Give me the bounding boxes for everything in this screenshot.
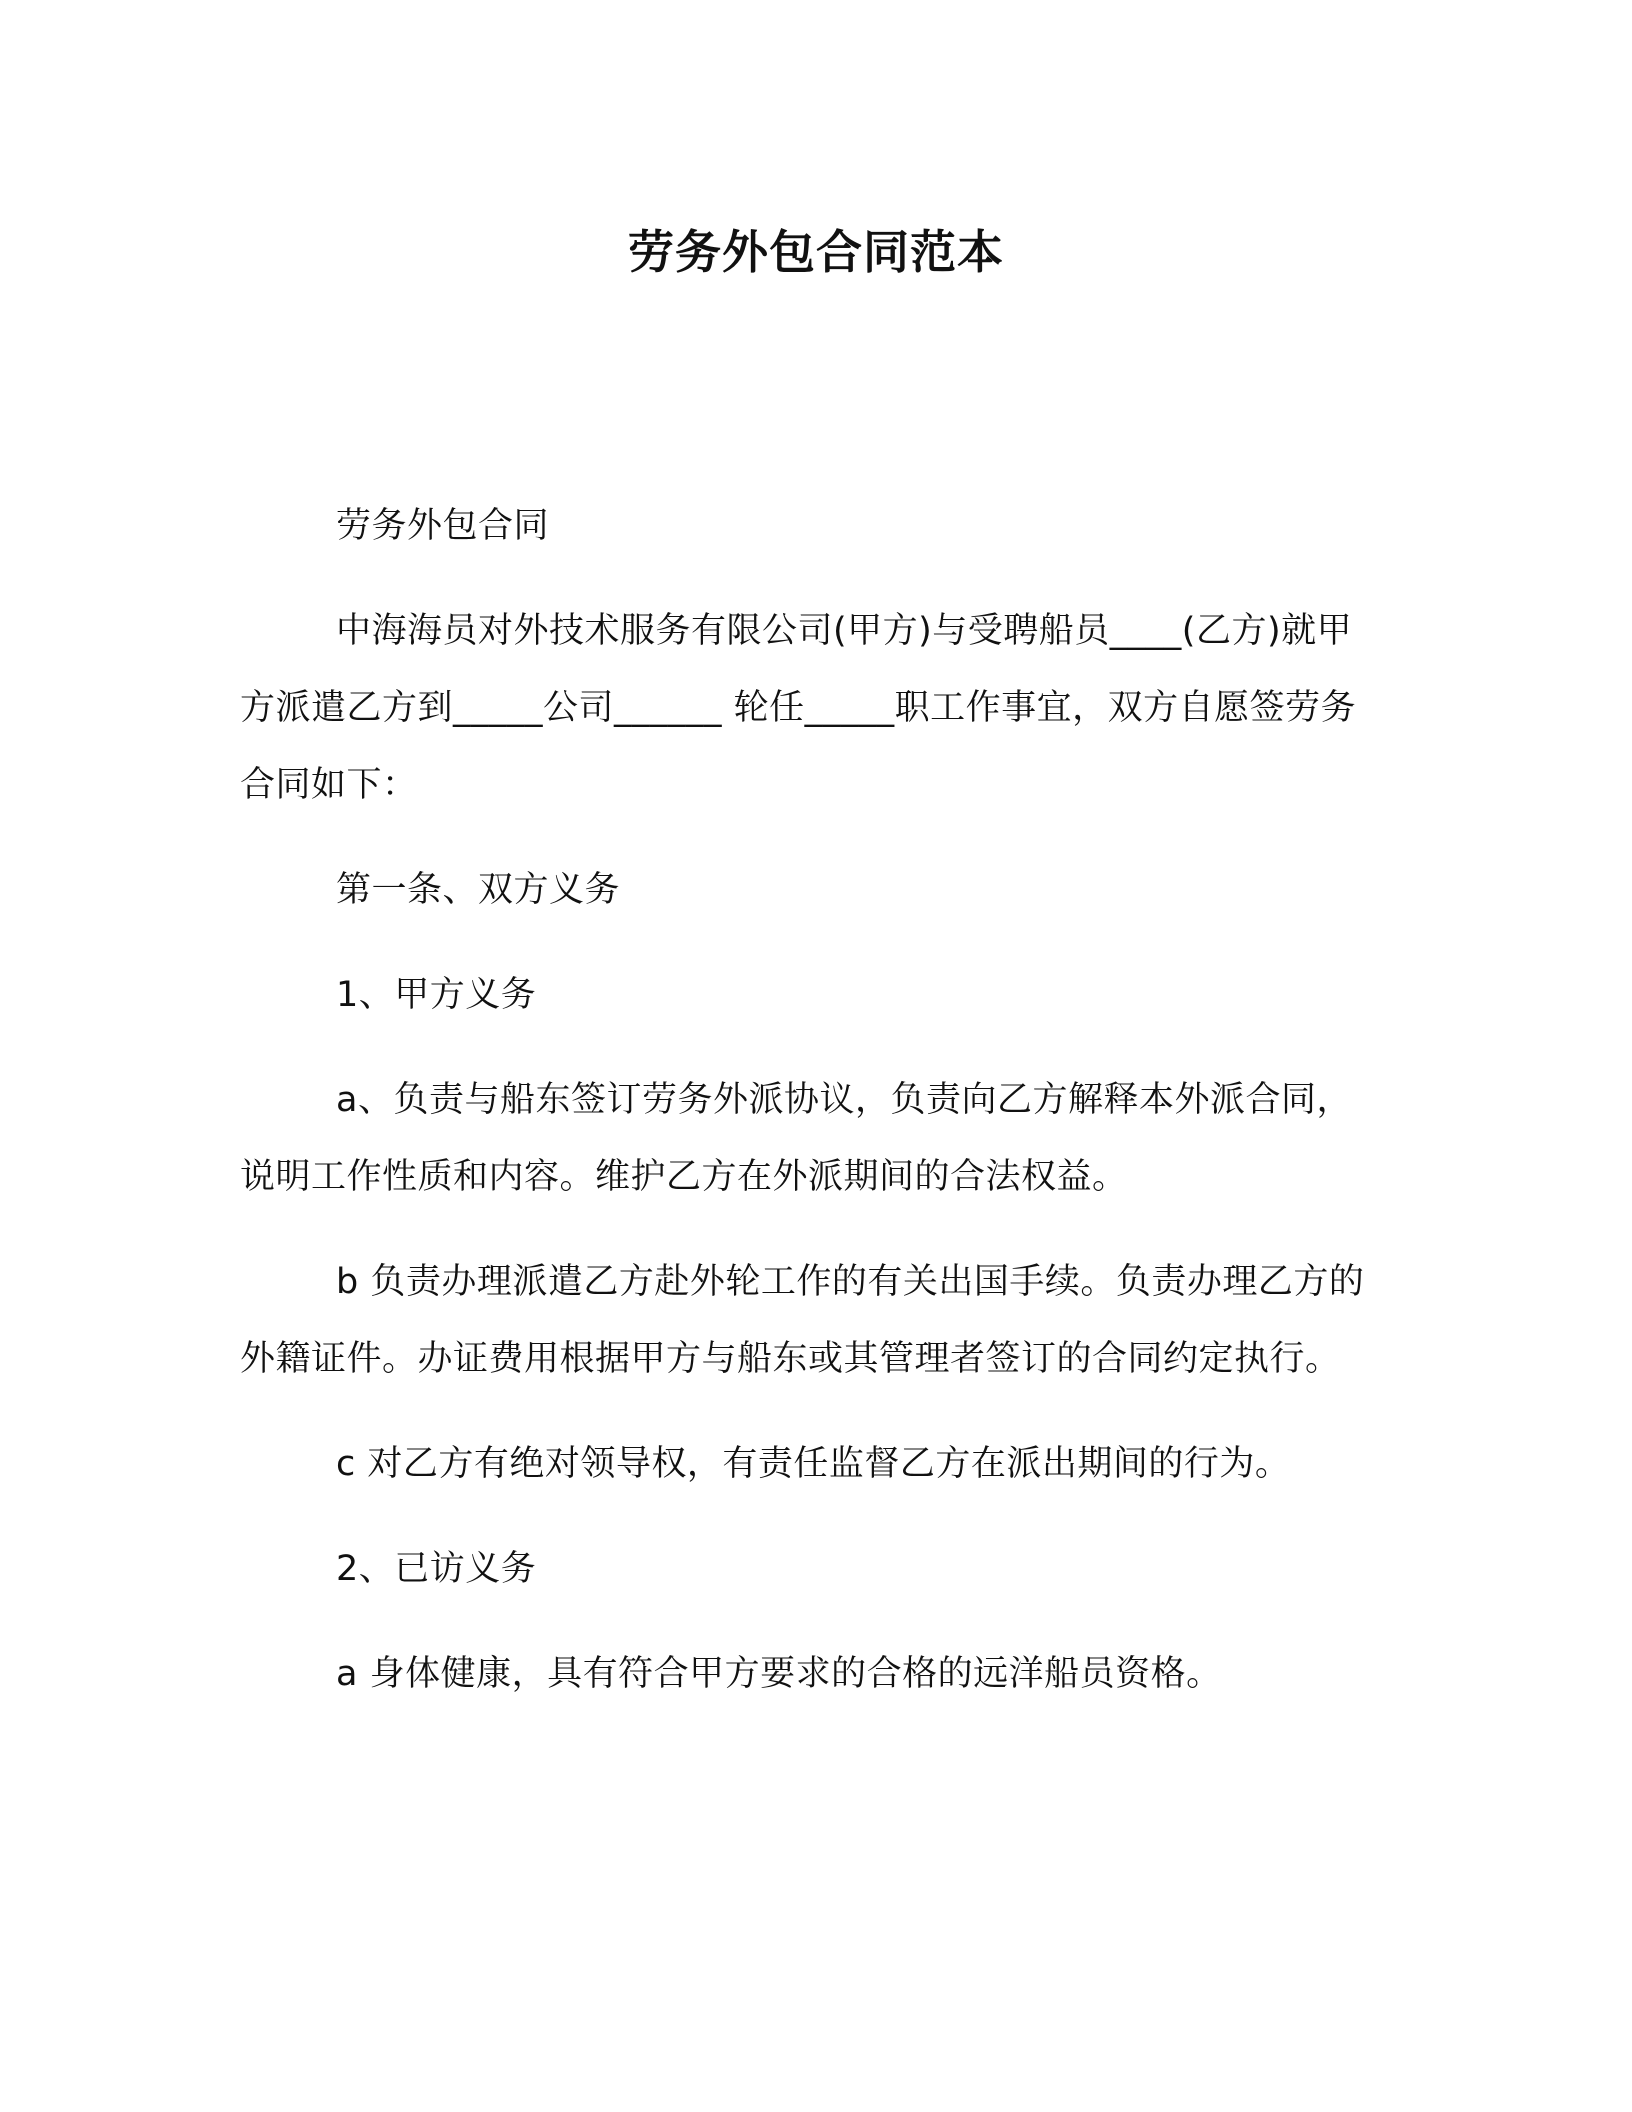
party-b-obligation-a: a 身体健康，具有符合甲方要求的合格的远洋船员资格。 <box>336 1654 1222 1694</box>
contract-intro-paragraph: 中海海员对外技术服务有限公司(甲方)与受聘船员____(乙方)就甲方派遣乙方到_____公司______ 轮任_____职工作事宜，双方自愿签劳务合同如下： <box>240 611 1357 805</box>
party-a-obligation-a: a、负责与船东签订劳务外派协议，负责向乙方解释本外派合同，说明工作性质和内容。维护乙方在外派期间的合法权益。 <box>240 1080 1352 1197</box>
article-one-heading: 第一条、双方义务 <box>336 870 621 910</box>
contract-heading: 劳务外包合同 <box>336 506 550 546</box>
document-body <box>240 488 1380 1741</box>
party-a-obligation-c: c 对乙方有绝对领导权，有责任监督乙方在派出期间的行为。 <box>336 1444 1291 1484</box>
party-a-obligations-heading: 1、甲方义务 <box>336 975 537 1015</box>
party-a-obligation-b: b 负责办理派遣乙方赴外轮工作的有关出国手续。负责办理乙方的外籍证件。办证费用根据甲方与船东或其管理者签订的合同约定执行。 <box>240 1262 1365 1379</box>
document-title: 劳务外包合同范本 <box>628 225 1004 279</box>
party-b-obligations-heading: 2、已访义务 <box>336 1549 537 1589</box>
